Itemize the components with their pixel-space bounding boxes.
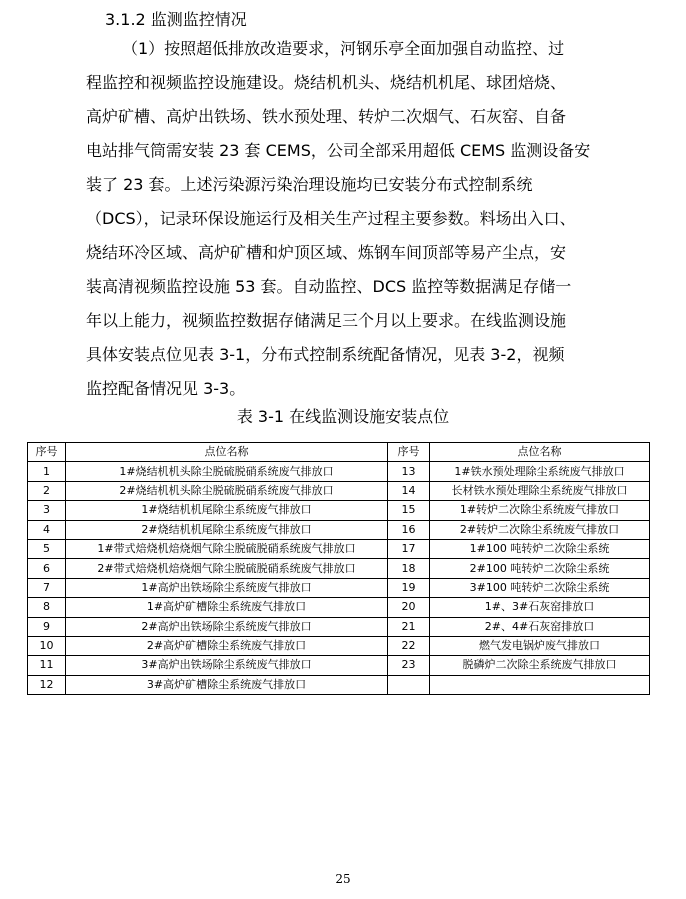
cell-seq: 15 bbox=[388, 501, 430, 520]
cell-seq: 9 bbox=[28, 617, 66, 636]
table-header-row bbox=[28, 443, 650, 462]
paragraph-line: （DCS），记录环保设施运行及相关生产过程主要参数。料场出入口、 bbox=[86, 209, 576, 228]
header-seq: 序号 bbox=[28, 443, 66, 462]
cell-name: 1#带式焙烧机焙烧烟气除尘脱硫脱硝系统废气排放口 bbox=[66, 539, 388, 558]
table-row bbox=[28, 539, 650, 558]
cell-seq: 14 bbox=[388, 481, 430, 500]
cell-name: 3#100 吨转炉二次除尘系统 bbox=[430, 578, 650, 597]
cell-name: 1#铁水预处理除尘系统废气排放口 bbox=[430, 462, 650, 481]
cell-seq: 21 bbox=[388, 617, 430, 636]
table-row bbox=[28, 636, 650, 655]
cell-name: 1#100 吨转炉二次除尘系统 bbox=[430, 539, 650, 558]
cell-name: 脱磷炉二次除尘系统废气排放口 bbox=[430, 656, 650, 675]
table-row bbox=[28, 656, 650, 675]
cell-name: 1#转炉二次除尘系统废气排放口 bbox=[430, 501, 650, 520]
table-row bbox=[28, 559, 650, 578]
paragraph-line: 年以上能力，视频监控数据存储满足三个月以上要求。在线监测设施 bbox=[86, 311, 567, 330]
cell-seq: 12 bbox=[28, 675, 66, 694]
cell-seq: 7 bbox=[28, 578, 66, 597]
table-row bbox=[28, 501, 650, 520]
cell-seq: 17 bbox=[388, 539, 430, 558]
paragraph-line: （1）按照超低排放改造要求，河钢乐亭全面加强自动监控、过 bbox=[122, 39, 565, 58]
cell-seq: 10 bbox=[28, 636, 66, 655]
table-caption: 表 3-1 在线监测设施安装点位 bbox=[236, 407, 450, 426]
cell-name: 1#烧结机机尾除尘系统废气排放口 bbox=[66, 501, 388, 520]
paragraph-line: 电站排气筒需安装 23 套 CEMS，公司全部采用超低 CEMS 监测设备安 bbox=[86, 141, 591, 160]
cell-name: 2#100 吨转炉二次除尘系统 bbox=[430, 559, 650, 578]
cell-seq: 18 bbox=[388, 559, 430, 578]
cell-seq: 23 bbox=[388, 656, 430, 675]
header-seq: 序号 bbox=[388, 443, 430, 462]
cell-seq: 2 bbox=[28, 481, 66, 500]
cell-name: 1#烧结机机头除尘脱硫脱硝系统废气排放口 bbox=[66, 462, 388, 481]
cell-seq: 11 bbox=[28, 656, 66, 675]
cell-seq: 6 bbox=[28, 559, 66, 578]
section-heading: 3.1.2 监测监控情况 bbox=[105, 10, 247, 29]
paragraph-line: 具体安装点位见表 3-1，分布式控制系统配备情况，见表 3-2，视频 bbox=[86, 345, 565, 364]
cell-name: 2#烧结机机头除尘脱硫脱硝系统废气排放口 bbox=[66, 481, 388, 500]
table-row bbox=[28, 598, 650, 617]
cell-name bbox=[430, 675, 650, 694]
cell-name: 3#高炉矿槽除尘系统废气排放口 bbox=[66, 675, 388, 694]
cell-name: 3#高炉出铁场除尘系统废气排放口 bbox=[66, 656, 388, 675]
paragraph-line: 装高清视频监控设施 53 套。自动监控、DCS 监控等数据满足存储一 bbox=[86, 277, 572, 296]
header-point-name: 点位名称 bbox=[430, 443, 650, 462]
table-row bbox=[28, 462, 650, 481]
cell-name: 2#、4#石灰窑排放口 bbox=[430, 617, 650, 636]
cell-seq: 19 bbox=[388, 578, 430, 597]
page-number: 25 bbox=[335, 872, 351, 886]
cell-name: 2#高炉矿槽除尘系统废气排放口 bbox=[66, 636, 388, 655]
cell-seq bbox=[388, 675, 430, 694]
header-point-name: 点位名称 bbox=[66, 443, 388, 462]
cell-name: 2#高炉出铁场除尘系统废气排放口 bbox=[66, 617, 388, 636]
table-row bbox=[28, 675, 650, 694]
monitoring-points-table bbox=[27, 442, 650, 695]
cell-seq: 1 bbox=[28, 462, 66, 481]
cell-name: 2#烧结机机尾除尘系统废气排放口 bbox=[66, 520, 388, 539]
cell-name: 1#高炉矿槽除尘系统废气排放口 bbox=[66, 598, 388, 617]
cell-seq: 22 bbox=[388, 636, 430, 655]
paragraph-line: 监控配备情况见 3-3。 bbox=[86, 379, 246, 398]
cell-name: 燃气发电锅炉废气排放口 bbox=[430, 636, 650, 655]
table-row bbox=[28, 481, 650, 500]
table-row bbox=[28, 520, 650, 539]
cell-name: 长材铁水预处理除尘系统废气排放口 bbox=[430, 481, 650, 500]
cell-seq: 4 bbox=[28, 520, 66, 539]
paragraph-line: 程监控和视频监控设施建设。烧结机机头、烧结机机尾、球团焙烧、 bbox=[86, 73, 567, 92]
cell-name: 2#转炉二次除尘系统废气排放口 bbox=[430, 520, 650, 539]
cell-seq: 3 bbox=[28, 501, 66, 520]
cell-seq: 16 bbox=[388, 520, 430, 539]
table-row bbox=[28, 617, 650, 636]
cell-seq: 13 bbox=[388, 462, 430, 481]
cell-seq: 5 bbox=[28, 539, 66, 558]
cell-name: 1#高炉出铁场除尘系统废气排放口 bbox=[66, 578, 388, 597]
cell-name: 1#、3#石灰窑排放口 bbox=[430, 598, 650, 617]
body-paragraph bbox=[86, 32, 606, 406]
table-row bbox=[28, 578, 650, 597]
paragraph-line: 高炉矿槽、高炉出铁场、铁水预处理、转炉二次烟气、石灰窑、自备 bbox=[86, 107, 567, 126]
paragraph-line: 烧结环冷区域、高炉矿槽和炉顶区域、炼钢车间顶部等易产尘点，安 bbox=[86, 243, 567, 262]
cell-name: 2#带式焙烧机焙烧烟气除尘脱硫脱硝系统废气排放口 bbox=[66, 559, 388, 578]
cell-seq: 20 bbox=[388, 598, 430, 617]
cell-seq: 8 bbox=[28, 598, 66, 617]
paragraph-line: 装了 23 套。上述污染源污染治理设施均已安装分布式控制系统 bbox=[86, 175, 533, 194]
